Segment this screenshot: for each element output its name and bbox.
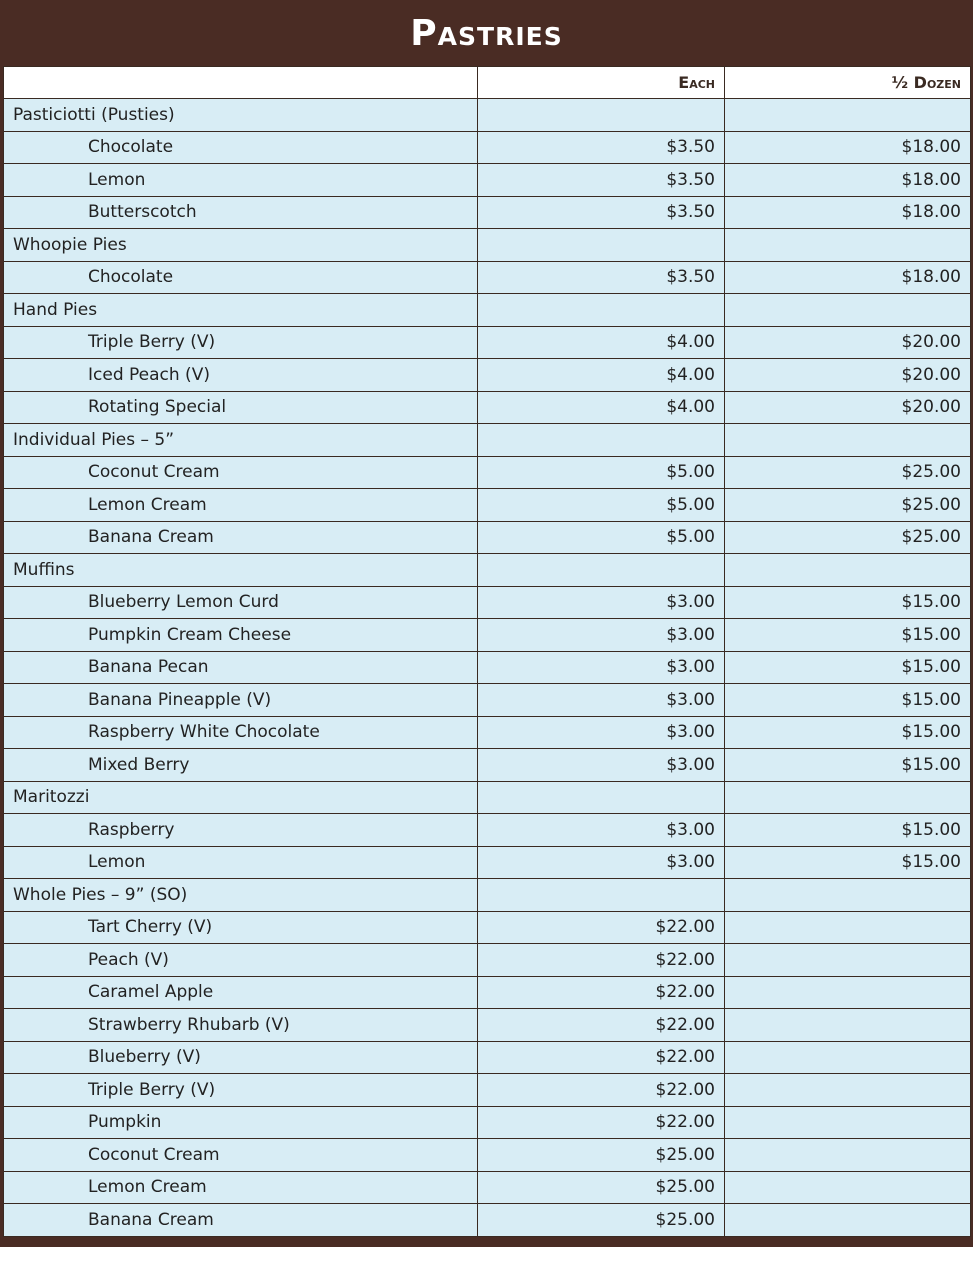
price-each: $5.00	[478, 456, 725, 489]
category-name: Pasticiotti (Pusties)	[4, 99, 478, 132]
table-row	[4, 976, 971, 1009]
table-row	[4, 261, 971, 294]
price-each: $3.00	[478, 684, 725, 717]
item-name: Raspberry	[4, 814, 478, 847]
page-title: Pastries	[410, 12, 563, 54]
price-each: $22.00	[478, 1106, 725, 1139]
table-row	[4, 1041, 971, 1074]
price-each: $3.00	[478, 814, 725, 847]
price-each: $3.00	[478, 619, 725, 652]
item-name: Rotating Special	[4, 391, 478, 424]
item-name: Triple Berry (V)	[4, 1074, 478, 1107]
item-name: Tart Cherry (V)	[4, 911, 478, 944]
price-half-dozen	[725, 1009, 971, 1042]
column-header-each: Each	[478, 67, 725, 99]
price-half-dozen: $15.00	[725, 684, 971, 717]
item-name: Chocolate	[4, 261, 478, 294]
category-name: Hand Pies	[4, 294, 478, 327]
item-name: Blueberry (V)	[4, 1041, 478, 1074]
price-half-dozen: $18.00	[725, 196, 971, 229]
price-each: $3.50	[478, 164, 725, 197]
price-each: $3.50	[478, 261, 725, 294]
item-name: Lemon	[4, 846, 478, 879]
price-half-dozen: $18.00	[725, 261, 971, 294]
price-half-dozen: $25.00	[725, 521, 971, 554]
category-row	[4, 229, 971, 262]
price-half-dozen	[725, 944, 971, 977]
category-row	[4, 99, 971, 132]
category-row	[4, 879, 971, 912]
price-half-dozen	[725, 1106, 971, 1139]
table-row	[4, 456, 971, 489]
item-name: Coconut Cream	[4, 456, 478, 489]
table-row	[4, 911, 971, 944]
table-row	[4, 196, 971, 229]
price-each: $22.00	[478, 1074, 725, 1107]
price-half-dozen	[725, 781, 971, 814]
item-name: Iced Peach (V)	[4, 359, 478, 392]
table-row	[4, 1106, 971, 1139]
price-each: $3.00	[478, 749, 725, 782]
price-half-dozen: $18.00	[725, 131, 971, 164]
price-each: $22.00	[478, 911, 725, 944]
price-half-dozen	[725, 424, 971, 457]
item-name: Peach (V)	[4, 944, 478, 977]
category-row	[4, 294, 971, 327]
table-row	[4, 326, 971, 359]
category-row	[4, 424, 971, 457]
price-each	[478, 424, 725, 457]
price-each	[478, 99, 725, 132]
item-name: Strawberry Rhubarb (V)	[4, 1009, 478, 1042]
item-name: Pumpkin Cream Cheese	[4, 619, 478, 652]
category-name: Whoopie Pies	[4, 229, 478, 262]
price-each: $25.00	[478, 1204, 725, 1237]
table-row	[4, 651, 971, 684]
column-header-name	[4, 67, 478, 99]
price-half-dozen: $15.00	[725, 619, 971, 652]
price-each: $3.00	[478, 716, 725, 749]
price-half-dozen: $20.00	[725, 326, 971, 359]
price-half-dozen: $25.00	[725, 489, 971, 522]
table-row	[4, 164, 971, 197]
price-half-dozen: $15.00	[725, 814, 971, 847]
price-each: $22.00	[478, 1009, 725, 1042]
price-half-dozen	[725, 1139, 971, 1172]
table-row	[4, 131, 971, 164]
price-half-dozen: $15.00	[725, 716, 971, 749]
category-name: Individual Pies – 5”	[4, 424, 478, 457]
column-header-half-dozen: ½ Dozen	[725, 67, 971, 99]
price-each: $3.50	[478, 196, 725, 229]
table-body	[4, 99, 971, 1237]
item-name: Caramel Apple	[4, 976, 478, 1009]
table-row	[4, 359, 971, 392]
item-name: Banana Pineapple (V)	[4, 684, 478, 717]
price-each: $3.50	[478, 131, 725, 164]
price-half-dozen: $20.00	[725, 359, 971, 392]
price-each: $3.00	[478, 651, 725, 684]
price-half-dozen: $15.00	[725, 846, 971, 879]
table-row	[4, 1139, 971, 1172]
price-each	[478, 294, 725, 327]
price-each	[478, 229, 725, 262]
table-header-row	[4, 67, 971, 99]
category-name: Muffins	[4, 554, 478, 587]
price-half-dozen	[725, 229, 971, 262]
price-each: $5.00	[478, 489, 725, 522]
item-name: Banana Cream	[4, 1204, 478, 1237]
pastry-price-table	[3, 66, 971, 1237]
price-half-dozen	[725, 879, 971, 912]
table-row	[4, 1171, 971, 1204]
price-each: $4.00	[478, 391, 725, 424]
item-name: Raspberry White Chocolate	[4, 716, 478, 749]
price-each	[478, 781, 725, 814]
price-half-dozen: $15.00	[725, 586, 971, 619]
table-row	[4, 521, 971, 554]
item-name: Lemon	[4, 164, 478, 197]
price-each: $22.00	[478, 976, 725, 1009]
category-row	[4, 554, 971, 587]
item-name: Mixed Berry	[4, 749, 478, 782]
table-row	[4, 814, 971, 847]
price-each: $4.00	[478, 359, 725, 392]
price-half-dozen	[725, 911, 971, 944]
item-name: Butterscotch	[4, 196, 478, 229]
price-half-dozen	[725, 1204, 971, 1237]
price-half-dozen	[725, 1171, 971, 1204]
category-name: Maritozzi	[4, 781, 478, 814]
item-name: Coconut Cream	[4, 1139, 478, 1172]
price-each	[478, 879, 725, 912]
item-name: Pumpkin	[4, 1106, 478, 1139]
price-each: $22.00	[478, 1041, 725, 1074]
price-each	[478, 554, 725, 587]
price-each: $4.00	[478, 326, 725, 359]
price-each: $25.00	[478, 1171, 725, 1204]
category-row	[4, 781, 971, 814]
item-name: Lemon Cream	[4, 489, 478, 522]
price-half-dozen: $20.00	[725, 391, 971, 424]
table-row	[4, 586, 971, 619]
price-half-dozen: $25.00	[725, 456, 971, 489]
table-row	[4, 489, 971, 522]
price-each: $25.00	[478, 1139, 725, 1172]
price-each: $3.00	[478, 586, 725, 619]
table-row	[4, 619, 971, 652]
table-row	[4, 846, 971, 879]
price-each: $3.00	[478, 846, 725, 879]
price-each: $22.00	[478, 944, 725, 977]
price-half-dozen	[725, 976, 971, 1009]
price-half-dozen	[725, 554, 971, 587]
price-half-dozen	[725, 99, 971, 132]
price-half-dozen	[725, 1041, 971, 1074]
item-name: Banana Pecan	[4, 651, 478, 684]
price-half-dozen: $18.00	[725, 164, 971, 197]
table-row	[4, 716, 971, 749]
table-row	[4, 1009, 971, 1042]
price-each: $5.00	[478, 521, 725, 554]
price-half-dozen: $15.00	[725, 749, 971, 782]
item-name: Banana Cream	[4, 521, 478, 554]
price-half-dozen: $15.00	[725, 651, 971, 684]
table-row	[4, 1204, 971, 1237]
table-row	[4, 684, 971, 717]
table-row	[4, 1074, 971, 1107]
price-half-dozen	[725, 294, 971, 327]
table-row	[4, 749, 971, 782]
item-name: Lemon Cream	[4, 1171, 478, 1204]
item-name: Triple Berry (V)	[4, 326, 478, 359]
table-row	[4, 391, 971, 424]
table-row	[4, 944, 971, 977]
category-name: Whole Pies – 9” (SO)	[4, 879, 478, 912]
price-half-dozen	[725, 1074, 971, 1107]
item-name: Chocolate	[4, 131, 478, 164]
item-name: Blueberry Lemon Curd	[4, 586, 478, 619]
